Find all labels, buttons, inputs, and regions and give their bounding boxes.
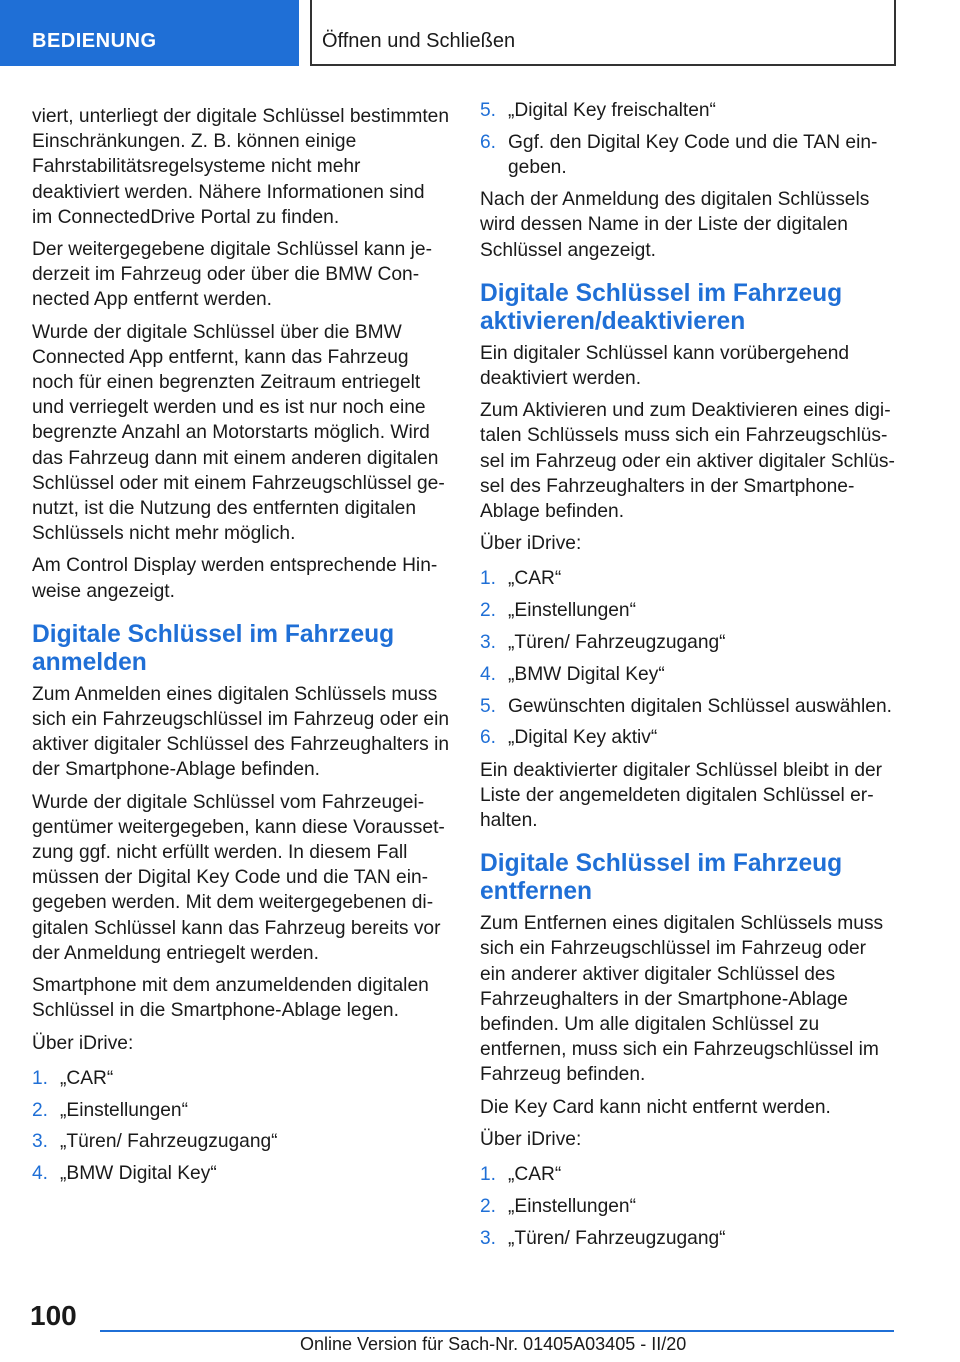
paragraph: viert, unterliegt der digitale Schlüssel bestimmten Einschränkungen. Z. B. können einige Fahrstabilitätsregelsysteme nicht mehr deaktiviert werden. Nähere Informationen sind im ConnectedDrive Portal zu finden. (32, 106, 449, 228)
section-label: BEDIENUNG (32, 30, 157, 52)
list-item (480, 694, 896, 719)
step-number: 5. (480, 695, 497, 717)
footer-divider (100, 1330, 894, 1332)
step-text: „BMW Digital Key“ (508, 663, 665, 685)
list-item (32, 1129, 450, 1154)
step-number: 1. (480, 568, 497, 590)
list-item (480, 566, 896, 591)
step-number: 1. (480, 1164, 497, 1186)
step-text: Ggf. den Digital Key Code und die TAN eingeben. (508, 131, 878, 178)
step-text: „Digital Key freischalten“ (508, 100, 716, 121)
list-item (480, 630, 896, 655)
header-right-border (894, 0, 896, 66)
step-number: 2. (480, 600, 497, 622)
chapter-title: Öffnen und Schließen (322, 30, 516, 52)
section-heading: Digitale Schlüssel im Fahrzeug anmelden (32, 620, 395, 676)
paragraph: Ein digitaler Schlüssel kann vorübergehend deaktiviert werden. (480, 342, 850, 390)
step-number: 1. (32, 1067, 49, 1089)
step-text: „Digital Key aktiv“ (508, 727, 658, 749)
paragraph: Nach der Anmeldung des digitalen Schlüssels wird dessen Name in der Liste der digitalen Schlüssel angezeigt. (480, 189, 870, 261)
step-number: 2. (480, 1195, 497, 1217)
footer-version-text: Online Version für Sach-Nr. 01405A03405 - II/20 (300, 1334, 687, 1354)
step-text: „CAR“ (508, 1164, 562, 1186)
steps-list (480, 98, 896, 180)
list-item (32, 1098, 450, 1123)
list-item (480, 98, 896, 123)
list-item (480, 598, 896, 623)
step-text: „Türen/ Fahrzeugzugang“ (508, 632, 726, 654)
steps-list (32, 1066, 450, 1187)
step-number: 3. (480, 1227, 497, 1249)
step-number: 2. (32, 1099, 49, 1121)
list-item (480, 1226, 896, 1251)
step-text: „Einstellungen“ (60, 1099, 188, 1121)
steps-list (480, 566, 896, 750)
right-column (480, 98, 896, 1258)
step-number: 3. (32, 1131, 49, 1153)
list-item (480, 1194, 896, 1219)
list-item (32, 1161, 450, 1186)
step-text: Gewünschten digitalen Schlüssel auswählen. (508, 695, 892, 717)
step-number: 6. (480, 131, 497, 153)
step-number: 4. (480, 663, 497, 685)
paragraph: Zum Entfernen eines digitalen Schlüssels muss sich ein Fahrzeugschlüssel im Fahrzeug oder ein anderer aktiver digitaler Schlüssel des Fahrzeughalters in der Smartphone-Ablage befinden. Um alle digitalen Schlüssel zu entfernen, muss sich ein Fahrzeugschlüssel im Fahrzeug befinden. (480, 913, 884, 1086)
steps-list (480, 1162, 896, 1251)
section-tab (0, 0, 299, 66)
step-number: 6. (480, 727, 497, 749)
paragraph: Über iDrive: (32, 1032, 134, 1054)
list-item (480, 662, 896, 687)
step-number: 3. (480, 632, 497, 654)
list-item (32, 1066, 450, 1091)
paragraph: Wurde der digitale Schlüssel vom Fahrzeugeigentümer weitergegeben, kann diese Voraussetzung ggf. nicht erfüllt werden. In diesem Fall müssen der Digital Key Code und die TAN eingegeben werden. Mit dem weitergegebenen digitalen Schlüssel kann das Fahrzeug bereits vor der Anmeldung entriegelt werden. (32, 791, 445, 964)
paragraph: Smartphone mit dem anzumeldenden digitalen Schlüssel in die Smartphone-Ablage legen. (32, 975, 429, 1022)
paragraph: Zum Anmelden eines digitalen Schlüssels muss sich ein Fahrzeugschlüssel im Fahrzeug oder ein aktiver digitaler Schlüssel des Fahrzeughalters in der Smartphone-Ablage befinden. (32, 683, 450, 781)
paragraph: Am Control Display werden entsprechende Hinweise angezeigt. (32, 555, 438, 602)
paragraph: Über iDrive: (480, 1128, 582, 1150)
paragraph: Die Key Card kann nicht entfernt werden. (480, 1096, 831, 1118)
page-number: 100 (30, 1300, 77, 1331)
paragraph: Zum Aktivieren und zum Deaktivieren eines digitalen Schlüssels muss sich ein Fahrzeugschlüssel im Fahrzeug oder ein aktiver digitaler Schlüssel des Fahrzeughalters in der Smartphone-Ablage befinden. (480, 400, 895, 523)
step-number: 5. (480, 100, 497, 121)
list-item (480, 130, 896, 180)
paragraph: Ein deaktivierter digitaler Schlüssel bleibt in der Liste der angemeldeten digitalen Schlüssel erhalten. (480, 759, 883, 832)
paragraph: Der weitergegebene digitale Schlüssel kann jederzeit im Fahrzeug oder über die BMW Connected App entfernt werden. (32, 239, 432, 311)
step-text: „BMW Digital Key“ (60, 1163, 217, 1185)
header-divider (310, 0, 312, 66)
step-text: „Türen/ Fahrzeugzugang“ (60, 1131, 278, 1153)
list-item (480, 1162, 896, 1187)
left-column (32, 104, 450, 1193)
step-text: „Einstellungen“ (508, 1195, 636, 1217)
step-text: „CAR“ (60, 1067, 114, 1089)
section-heading: Digitale Schlüssel im Fahrzeug entfernen (480, 850, 843, 906)
section-heading: Digitale Schlüssel im Fahrzeug aktivieren/deaktivieren (480, 279, 843, 335)
step-text: „CAR“ (508, 568, 562, 590)
list-item (480, 725, 896, 750)
step-text: „Einstellungen“ (508, 600, 636, 622)
step-text: „Türen/ Fahrzeugzugang“ (508, 1227, 726, 1249)
step-number: 4. (32, 1163, 49, 1185)
paragraph: Über iDrive: (480, 533, 582, 555)
paragraph: Wurde der digitale Schlüssel über die BMW Connected App entfernt, kann das Fahrzeug noch für einen begrenzten Zeitraum entriegelt und verriegelt werden und es ist nur noch eine begrenzte Anzahl an Motorstarts möglich. Wird das Fahrzeug dann mit einem anderen digitalen Schlüssel oder mit einem Fahrzeugschlüssel genutzt, ist die Nutzung des entfernten digitalen Schlüssels nicht mehr möglich. (32, 321, 445, 545)
